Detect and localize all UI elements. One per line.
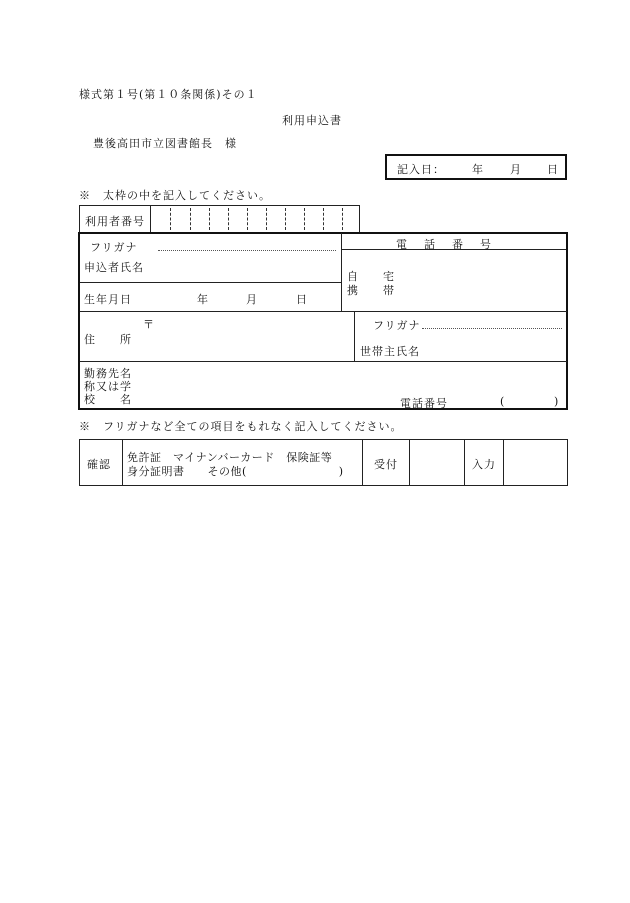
work-label-line2: 称又は学	[84, 380, 132, 393]
office-divider	[503, 439, 504, 486]
user-number-divider	[150, 205, 151, 233]
received-label: 受付	[374, 458, 398, 471]
birth-day-label: 日	[296, 293, 308, 306]
digit-separator	[304, 208, 305, 230]
work-label-line3: 校 名	[84, 393, 132, 406]
divider-h-birth	[80, 282, 342, 283]
id-docs-line2: 身分証明書 その他( )	[127, 465, 344, 478]
note-thick-frame: ※ 太枠の中を記入してください。	[79, 189, 271, 202]
date-month-label: 月	[510, 163, 522, 176]
digit-separator	[342, 208, 343, 230]
address-label: 住 所	[84, 333, 132, 346]
date-label: 記入日：	[397, 163, 445, 176]
applicant-furigana-label: フリガナ	[90, 241, 138, 254]
addressee: 豊後高田市立図書館長 様	[93, 137, 237, 150]
address-furigana-dotted-line	[422, 328, 562, 329]
divider-v-phone	[341, 233, 342, 311]
address-furigana-label: フリガナ	[373, 319, 421, 332]
digit-separator	[285, 208, 286, 230]
digit-separator	[266, 208, 267, 230]
divider-h-address	[80, 311, 567, 312]
office-divider	[409, 439, 410, 486]
digit-separator	[170, 208, 171, 230]
work-label-line1: 勤務先名	[84, 367, 132, 380]
phone-mobile-label: 携 帯	[347, 284, 395, 297]
birth-date-label: 生年月日	[84, 293, 132, 306]
birth-month-label: 月	[246, 293, 258, 306]
divider-h-work	[80, 361, 567, 362]
office-divider	[362, 439, 363, 486]
form-number: 様式第１号(第１０条関係)その１	[79, 88, 258, 101]
digit-separator	[323, 208, 324, 230]
work-phone-paren-close: )	[554, 395, 560, 408]
date-year-label: 年	[472, 163, 484, 176]
office-divider	[464, 439, 465, 486]
user-number-box	[79, 205, 360, 233]
digit-separator	[247, 208, 248, 230]
divider-v-householder	[354, 311, 355, 361]
user-number-label: 利用者番号	[85, 215, 145, 228]
note-all-items: ※ フリガナなど全ての項目をもれなく記入してください。	[79, 420, 403, 433]
office-divider	[122, 439, 123, 486]
date-day-label: 日	[547, 163, 559, 176]
input-label: 入力	[472, 458, 496, 471]
birth-year-label: 年	[197, 293, 209, 306]
phone-home-label: 自 宅	[347, 270, 395, 283]
householder-label: 世帯主氏名	[360, 345, 420, 358]
digit-separator	[190, 208, 191, 230]
page-title: 利用申込書	[282, 114, 342, 127]
phone-header: 電 話 番 号	[396, 238, 494, 251]
applicant-name-label: 申込者氏名	[84, 261, 144, 274]
confirm-label: 確認	[87, 458, 111, 471]
work-phone-paren-open: (	[500, 395, 506, 408]
furigana-dotted-line	[158, 250, 336, 251]
digit-separator	[228, 208, 229, 230]
postal-mark: 〒	[143, 318, 155, 331]
digit-separator	[209, 208, 210, 230]
date-box	[385, 154, 567, 180]
work-phone-label: 電話番号	[400, 397, 448, 410]
id-docs-line1: 免許証 マイナンバーカード 保険証等	[127, 451, 333, 464]
